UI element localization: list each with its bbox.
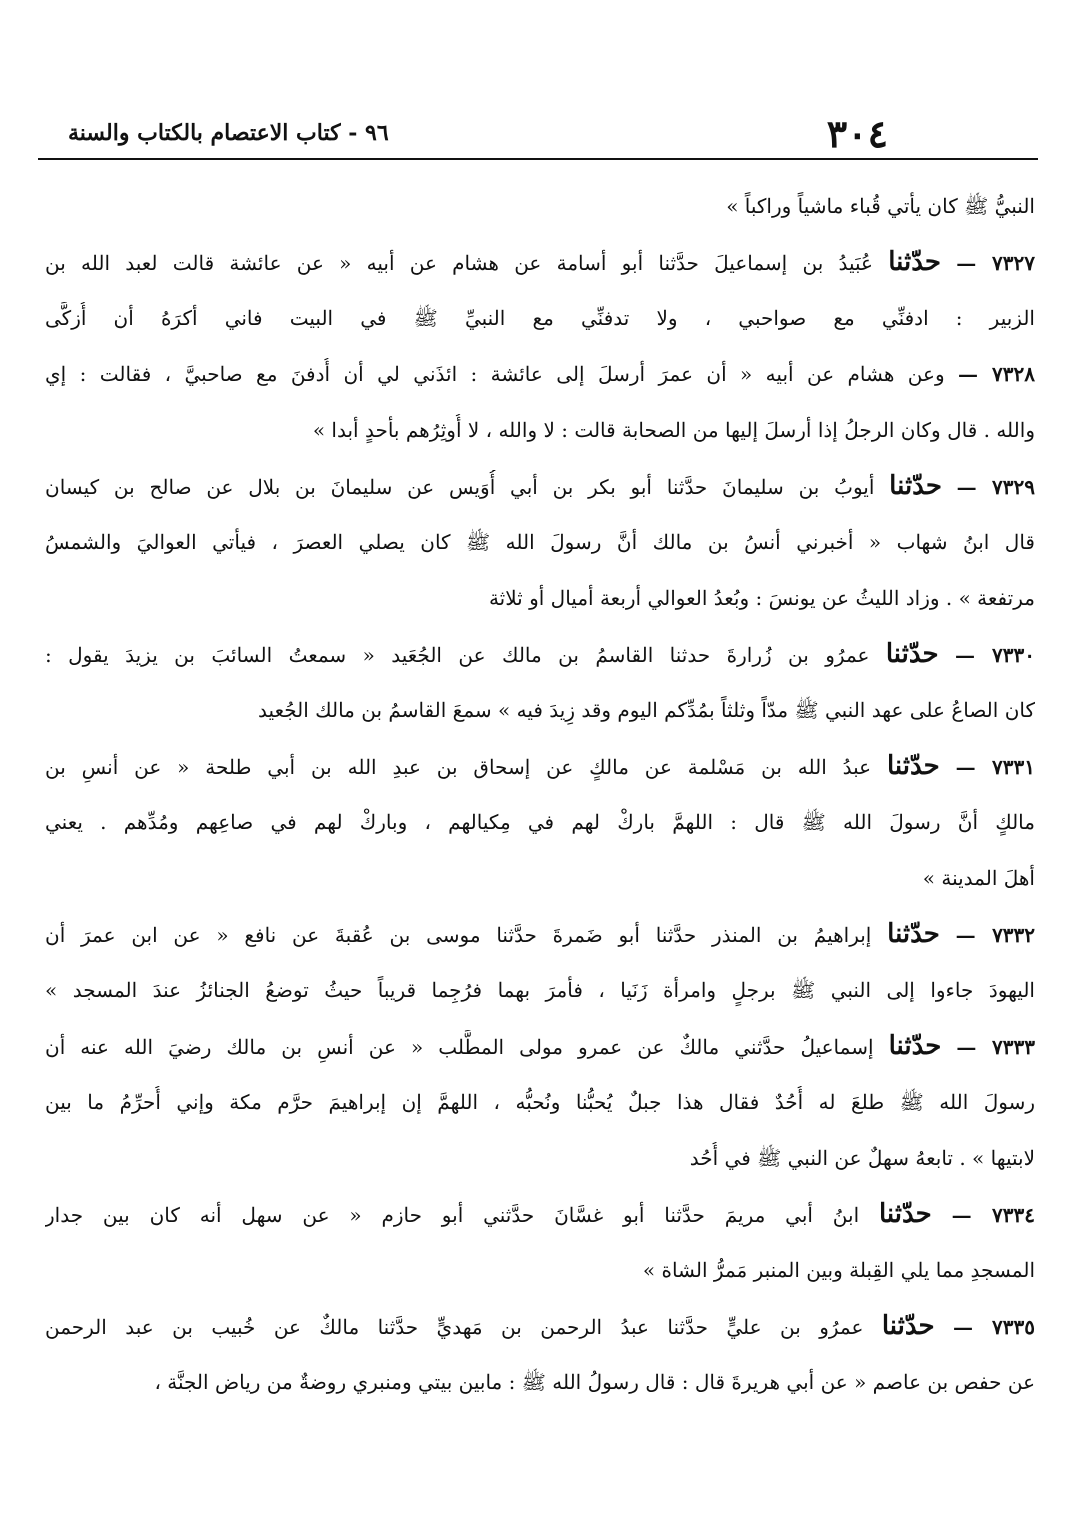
text-line: عن حفص بن عاصم « عن أبي هريرةَ قال : قال رسولُ الله ﷺ : مابين بيتي ومنبري روضةٌ من رياض الجنَّة ، [154,1370,1035,1394]
hadith-number: ٧٣٣٢ — [955,923,1035,947]
section-title: ٩٦ - كتاب الاعتصام بالكتاب والسنة [68,120,389,146]
text-line: ٧٣٣٣ — حدّثنا إسماعيلُ حدَّثني مالكٌ عن عمرو مولى المطَّلب « عن أنسِ بن مالك رضيَ الله عنه أن [45,1031,1035,1061]
text-line: مالكٍ أنَّ رسولَ الله ﷺ قال : اللهمَّ باركْ لهم في مِكيالهم ، وباركْ لهم في صاعِهم ومُدِّهم . يعني [45,810,1035,834]
hadith-number: ٧٣٢٨ — [958,362,1035,386]
haddathana-word: حدّثنا [887,919,940,949]
haddathana-word: حدّثنا [885,639,939,669]
haddathana-word: حدّثنا [888,1031,942,1061]
text-line: ٧٣٣١ — حدّثنا عبدُ الله بن مَسْلمة عن مالكٍ عن إسحاق بن عبدِ الله بن أبي طلحة « عن أنسِ بن [45,751,1035,781]
header-rule [38,158,1038,160]
text-line: اليهودَ جاءوا إلى النبي ﷺ برجلٍ وامرأة زَنَيا ، فأمرَ بهما فرُجِما قريباً حيثُ توضعُ الجنائزُ عندَ المسجد » [45,978,1035,1002]
text-line: ٧٣٣٢ — حدّثنا إبراهيمُ بن المنذر حدَّثنا أبو ضَمرةَ حدَّثنا موسى بن عُقبةَ عن نافع « عن ابن عمرَ أن [45,919,1035,949]
hadith-number: ٧٣٣٥ — [953,1315,1035,1339]
text-line: والله . قال وكان الرجلُ إذا أرسلَ إليها من الصحابة قالت : لا والله ، لا أُوثِرُهم بأحدٍ أبدا » [312,418,1035,442]
text-line: المسجدِ مما يلي القِبلة وبين المنبر مَمرُّ الشاة » [642,1258,1035,1282]
hadith-number: ٧٣٢٩ — [956,475,1035,499]
text-line: كان الصاعُ على عهد النبي ﷺ مدّاً وثلثاً بمُدِّكم اليوم وقد زِيدَ فيه » سمعَ القاسمُ بن مالك الجُعيد [258,698,1035,722]
text-line: ٧٣٢٨ — وعن هشام عن أبيه « أن عمرَ أرسلَ إلى عائشة : ائذَني لي أن أُدفنَ مع صاحبيَّ ، فقالت : إي [45,362,1035,386]
hadith-number: ٧٣٣٤ — [951,1203,1035,1227]
hadith-number: ٧٣٢٧ — [956,251,1035,275]
text-line: لابتيها » . تابعهُ سهلٌ عن النبي ﷺ في أُحُد [689,1146,1035,1170]
haddathana-word: حدّثنا [886,751,940,781]
haddathana-word: حدّثنا [888,247,941,277]
page-number: ٣٠٤ [826,111,888,156]
text-line: ٧٣٢٧ — حدّثنا عُبَيدُ بن إسماعيلَ حدَّثنا أبو أسامة عن هشام عن أبيه « عن عائشة قالت لعبد الله بن [45,247,1035,277]
hadith-number: ٧٣٣٠ — [955,643,1035,667]
text-line: ٧٣٣٠ — حدّثنا عمرُو بن زُرارةَ حدثنا القاسمُ بن مالك عن الجُعَيد « سمعتُ السائبَ بن يزيدَ يقول : [45,639,1035,669]
haddathana-word: حدّثنا [889,471,942,501]
text-line: مرتفعة » . وزاد الليثُ عن يونسَ : وبُعدُ العوالي أربعة أميال أو ثلاثة [488,586,1035,610]
text-line: النبيُّ ﷺ كان يأتي قُباء ماشياً وراكباً » [726,194,1035,218]
text-line: أهلَ المدينة » [922,866,1035,890]
hadith-number: ٧٣٣٣ — [956,1035,1035,1059]
text-line: ٧٣٢٩ — حدّثنا أيوبُ بن سليمانَ حدَّثنا أبو بكر بن أبي أُوَيس عن سليمانَ بن بلال عن صالح بن كيسان [45,471,1035,501]
text-line: الزبير : ادفنِّي مع صواحبي ، ولا تدفنِّي مع النبيِّ ﷺ في البيت فاني أكرَهُ أن أُزكَّى [45,306,1035,330]
running-head [38,110,1038,156]
haddathana-word: حدّثنا [879,1199,932,1229]
text-line: رسولَ الله ﷺ طلعَ له أُحُدٌ فقال هذا جبلٌ يُحبُّنا ونُحبُّه ، اللهمَّ إن إبراهيمَ حرَّم مكة وإني أُحرِّمُ ما بين [45,1090,1035,1114]
hadith-number: ٧٣٣١ — [955,755,1035,779]
haddathana-word: حدّثنا [881,1311,935,1341]
text-line: ٧٣٣٥ — حدّثنا عمرُو بن عليٍّ حدَّثنا عبدُ الرحمن بن مَهديٍّ حدَّثنا مالكٌ عن خُبيب بن عبد الرحمن [45,1311,1035,1341]
text-line: ٧٣٣٤ — حدّثنا ابنُ أبي مريمَ حدَّثنا أبو غسَّانَ حدَّثني أبو حازم « عن سهل أنه كان بين جدار [45,1199,1035,1229]
text-line: قال ابنُ شهاب « أخبرني أنسُ بن مالك أنَّ رسولَ الله ﷺ كان يصلي العصرَ ، فيأتي العواليَ والشمسُ [45,530,1035,554]
page-body [45,190,1035,1422]
